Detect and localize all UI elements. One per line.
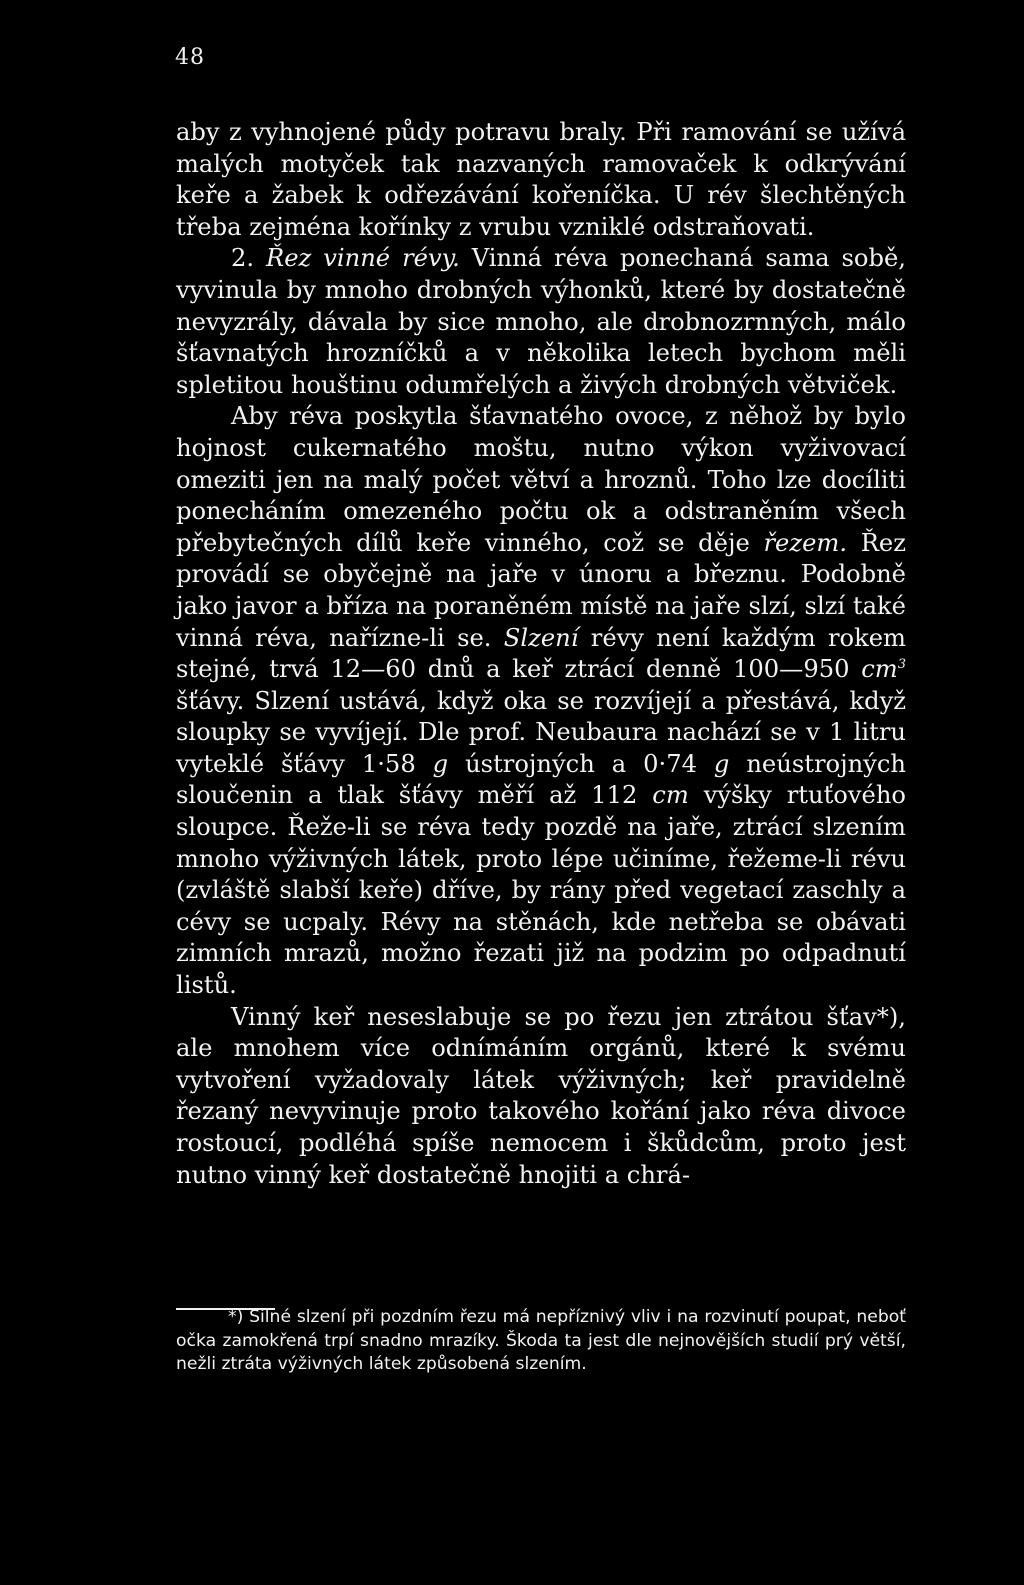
paragraph-3-text-c: révy není každým rokem stejné, trvá 12—60 dnů a keř ztrácí denně 100—950 xyxy=(176,623,906,684)
paragraph-3-text-a: Aby réva poskytla šťavnatého ovoce, z něhož by bylo hojnost cukernatého moštu, nutno výkon vyživovací omeziti jen na malý počet větví a hroznů. Toho lze docíliti ponecháním omezeného počtu ok a odstraněním všech přebytečných dílů keře vinného, což se děje xyxy=(176,402,906,557)
term-rezem: řezem. xyxy=(763,528,848,557)
paragraph-3-text-f: neústrojných sloučenin a tlak šťávy měří až 112 xyxy=(176,749,906,810)
paragraph-1 xyxy=(176,117,906,243)
section-number: 2. xyxy=(231,244,255,273)
body-text xyxy=(176,117,906,1191)
unit-g-2: g xyxy=(713,749,730,778)
paragraph-4-text: Vinný keř neseslabuje se po řezu jen ztrátou šťav*), ale mnohem více odnímáním orgánů, které k svému vytvoření vyžadovaly látek výživných; keř pravidelně řezaný nevyvinuje proto takového kořání jako réva divoce rostoucí, podléhá spíše nemocem i škůdcům, proto jest nutno vinný keř dostatečně hnojiti a chrá- xyxy=(176,1002,906,1189)
page-number: 48 xyxy=(175,45,205,70)
term-slzeni: Slzení xyxy=(503,623,579,652)
paragraph-2-text: Vinná réva ponechaná sama sobě, vyvinula by mnoho drobných výhonků, které by dostatečně nevyzrály, dávala by sice mnoho, ale drobnozrnných, málo šťavnatých hrozníčků a v několika letech bychom měli spletitou houštinu odumřelých a živých drobných větviček. xyxy=(176,244,906,399)
paragraph-3-text-b: Řez provádí se obyčejně na jaře v únoru a březnu. Podobně jako javor a bříza na poraněném místě na jaře slzí, slzí také vinná réva, nařízne-li se. xyxy=(176,528,906,652)
footnote-text: *) Silné slzení při pozdním řezu má nepříznivý vliv i na rozvinutí poupat, neboť očka zamokřená trpí snadno mrazíky. Škoda ta jest dle nejnovějších studií prý větší, nežli ztráta výživných látek způsobená slzením. xyxy=(176,1307,906,1375)
unit-exponent: 3 xyxy=(897,657,906,673)
footnote xyxy=(176,1306,906,1377)
paragraph-1-text: aby z vyhnojené půdy potravu braly. Při ramování se užívá malých motyček tak nazvaných ramovaček k odkrývání keře a žabek k odřezávání kořeníčka. U rév šlechtěných třeba zejména kořínky z vrubu vzniklé odstraňovati. xyxy=(176,118,906,241)
footnote-paragraph xyxy=(176,1306,906,1377)
paragraph-3-text-e: ústrojných a 0·74 xyxy=(465,749,697,778)
unit-g-1: g xyxy=(432,749,449,778)
paragraph-3-text-d: šťávy. Slzení ustává, když oka se rozvíjejí a přestává, když sloupky se vyvíjejí. Dle prof. Neubaura nachází se v 1 litru vyteklé šťávy 1·58 xyxy=(176,686,906,778)
paragraph-4 xyxy=(176,1002,906,1192)
paragraph-2 xyxy=(176,243,906,401)
paragraph-3 xyxy=(176,401,906,1001)
paragraph-3-text-g: výšky rtuťového sloupce. Řeže-li se réva tedy pozdě na jaře, ztrácí slzením mnoho výživných látek, proto lépe učiníme, řežeme-li révu (zvláště slabší keře) dříve, by rány před vegetací zaschly a cévy se ucpaly. Révy na stěnách, kde netřeba se obávati zimních mrazů, možno řezati již na podzim po odpadnutí listů. xyxy=(176,781,906,1000)
section-heading: Řez vinné révy. xyxy=(266,244,460,273)
unit-cm: cm xyxy=(861,655,898,684)
unit-cm3 xyxy=(861,655,906,683)
unit-cm-2: cm xyxy=(652,781,689,810)
